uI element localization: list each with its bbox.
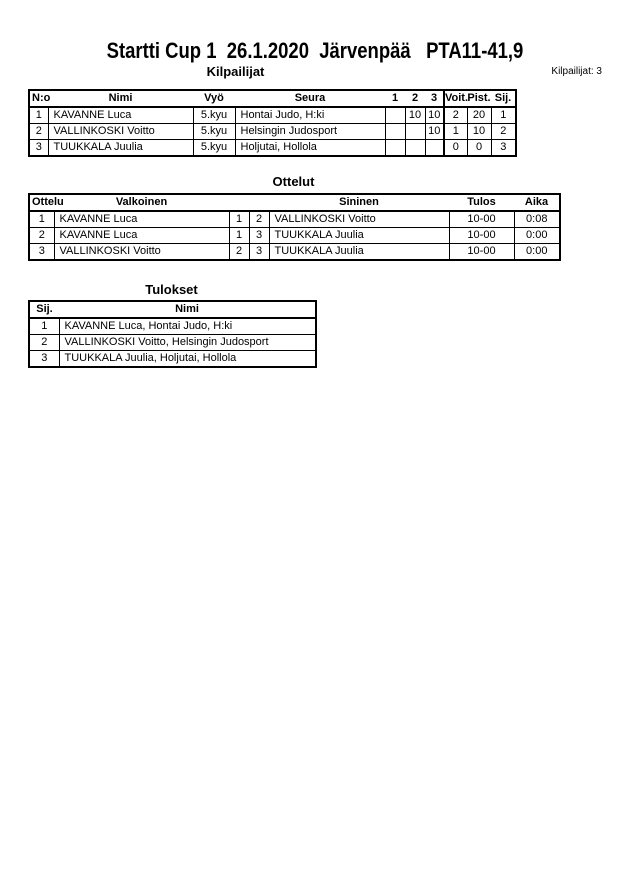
- cell-vyo: 5.kyu: [193, 124, 235, 140]
- col-header-pist: Pist.: [467, 90, 491, 107]
- cell-result: 10-00: [449, 228, 514, 244]
- col-header-ottelu: Ottelu: [29, 194, 54, 211]
- cell-score-2: [405, 140, 425, 157]
- cell-name-club: TUUKKALA Juulia, Holjutai, Hollola: [59, 351, 316, 368]
- col-header-white-no: [229, 194, 249, 211]
- cell-vyo: 5.kyu: [193, 140, 235, 157]
- table-row: [29, 107, 516, 124]
- cell-time: 0:00: [514, 244, 560, 261]
- cell-blue-no: 2: [249, 211, 269, 228]
- cell-result: 10-00: [449, 244, 514, 261]
- ottelut-header-row: [29, 194, 560, 211]
- cell-seura: Holjutai, Hollola: [235, 140, 385, 157]
- table-row: [29, 140, 516, 157]
- cell-blue-no: 3: [249, 244, 269, 261]
- cell-score-1: [385, 107, 405, 124]
- col-header-match1: 1: [385, 90, 405, 107]
- cell-sij: 2: [491, 124, 516, 140]
- page-title: Startti Cup 1 26.1.2020 Järvenpää PTA11-41,9: [106, 38, 524, 63]
- cell-white-name: VALLINKOSKI Voitto: [54, 244, 229, 261]
- table-row: [29, 351, 316, 368]
- cell-white-name: KAVANNE Luca: [54, 211, 229, 228]
- cell-seura: Helsingin Judosport: [235, 124, 385, 140]
- participants-count-label: Kilpailijat: 3: [551, 66, 602, 77]
- cell-sij: 1: [491, 107, 516, 124]
- cell-white-no: 2: [229, 244, 249, 261]
- cell-voit: 2: [444, 107, 467, 124]
- cell-placement: 2: [29, 335, 59, 351]
- ottelut-table: [28, 193, 561, 261]
- section-title-ottelut: Ottelut: [272, 174, 315, 189]
- cell-nimi: KAVANNE Luca: [48, 107, 193, 124]
- col-header-valkoinen: Valkoinen: [54, 194, 229, 211]
- cell-score-2: 10: [405, 107, 425, 124]
- cell-pist: 10: [467, 124, 491, 140]
- col-header-sij: Sij.: [29, 301, 59, 318]
- cell-match-no: 1: [29, 211, 54, 228]
- table-row: [29, 228, 560, 244]
- cell-name-club: VALLINKOSKI Voitto, Helsingin Judosport: [59, 335, 316, 351]
- cell-no: 1: [29, 107, 48, 124]
- cell-blue-name: VALLINKOSKI Voitto: [269, 211, 449, 228]
- table-row: [29, 211, 560, 228]
- cell-time: 0:08: [514, 211, 560, 228]
- cell-white-name: KAVANNE Luca: [54, 228, 229, 244]
- cell-score-3: [425, 140, 444, 157]
- col-header-sij: Sij.: [491, 90, 516, 107]
- cell-placement: 3: [29, 351, 59, 368]
- cell-voit: 0: [444, 140, 467, 157]
- cell-no: 3: [29, 140, 48, 157]
- cell-blue-no: 3: [249, 228, 269, 244]
- cell-match-no: 2: [29, 228, 54, 244]
- cell-seura: Hontai Judo, H:ki: [235, 107, 385, 124]
- cell-score-1: [385, 124, 405, 140]
- col-header-aika: Aika: [514, 194, 560, 211]
- cell-blue-name: TUUKKALA Juulia: [269, 228, 449, 244]
- cell-vyo: 5.kyu: [193, 107, 235, 124]
- kilpailijat-table: [28, 89, 517, 157]
- col-header-tulos: Tulos: [449, 194, 514, 211]
- cell-white-no: 1: [229, 228, 249, 244]
- cell-pist: 0: [467, 140, 491, 157]
- col-header-voit: Voit.: [444, 90, 467, 107]
- tulokset-table: [28, 300, 317, 368]
- cell-match-no: 3: [29, 244, 54, 261]
- table-row: [29, 318, 316, 335]
- col-header-vyo: Vyö: [193, 90, 235, 107]
- cell-nimi: TUUKKALA Juulia: [48, 140, 193, 157]
- cell-score-2: [405, 124, 425, 140]
- cell-nimi: VALLINKOSKI Voitto: [48, 124, 193, 140]
- cell-no: 2: [29, 124, 48, 140]
- cell-score-3: 10: [425, 124, 444, 140]
- col-header-nimi: Nimi: [59, 301, 316, 318]
- cell-white-no: 1: [229, 211, 249, 228]
- kilpailijat-header-row: [29, 90, 516, 107]
- col-header-seura: Seura: [235, 90, 385, 107]
- cell-pist: 20: [467, 107, 491, 124]
- tulokset-header-row: [29, 301, 316, 318]
- table-row: [29, 244, 560, 261]
- col-header-blue-no: [249, 194, 269, 211]
- cell-score-1: [385, 140, 405, 157]
- col-header-match3: 3: [425, 90, 444, 107]
- cell-sij: 3: [491, 140, 516, 157]
- col-header-no: N:o: [29, 90, 48, 107]
- col-header-sininen: Sininen: [269, 194, 449, 211]
- cell-result: 10-00: [449, 211, 514, 228]
- table-row: [29, 335, 316, 351]
- col-header-match2: 2: [405, 90, 425, 107]
- cell-blue-name: TUUKKALA Juulia: [269, 244, 449, 261]
- cell-voit: 1: [444, 124, 467, 140]
- cell-name-club: KAVANNE Luca, Hontai Judo, H:ki: [59, 318, 316, 335]
- table-row: [29, 124, 516, 140]
- col-header-nimi: Nimi: [48, 90, 193, 107]
- cell-score-3: 10: [425, 107, 444, 124]
- section-title-tulokset: Tulokset: [145, 282, 198, 297]
- cell-placement: 1: [29, 318, 59, 335]
- cell-time: 0:00: [514, 228, 560, 244]
- section-title-kilpailijat: Kilpailijat: [206, 64, 265, 79]
